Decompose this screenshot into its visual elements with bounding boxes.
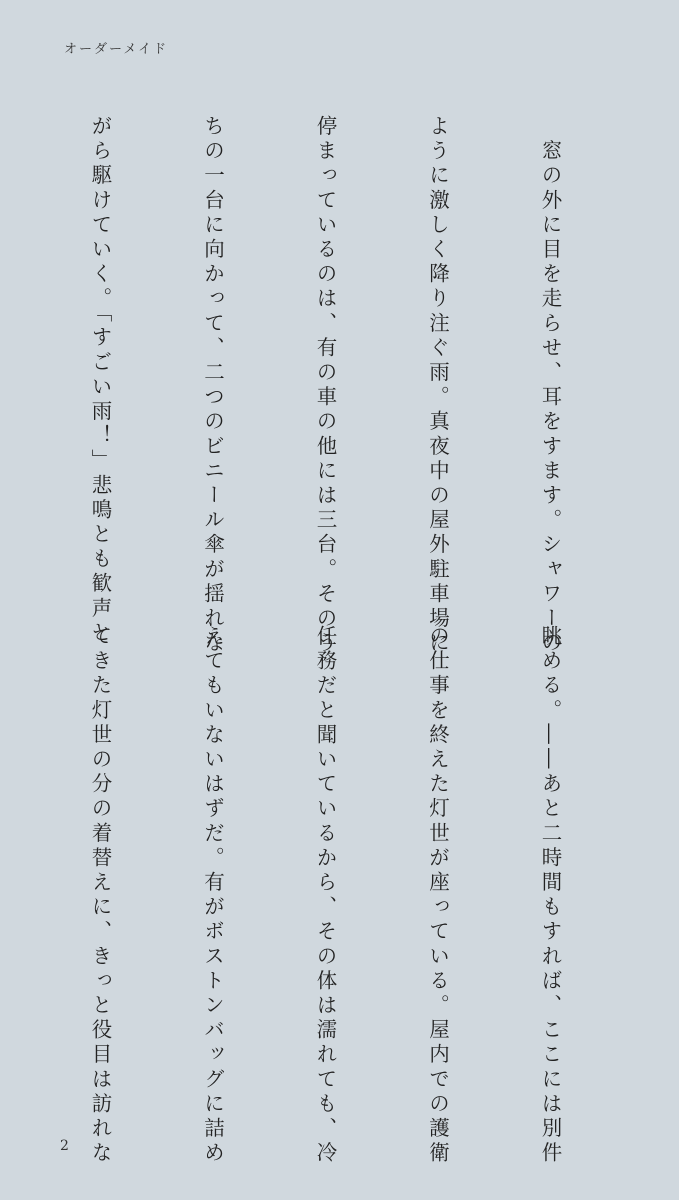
text-line: 任務だと聞いているから、その体は濡れても、冷 <box>313 625 337 1167</box>
text-line: の仕事を終えた灯世が座っている。屋内での護衛 <box>425 625 450 1167</box>
text-line: ちの一台に向かって、二つのビニール傘が揺れな <box>200 115 225 657</box>
text-line: てきた灯世の分の着替えに、きっと役目は訪れな <box>88 625 112 1167</box>
text-line: えてもいないはずだ。有がボストンバッグに詰め <box>200 625 225 1167</box>
text-line <box>0 625 6 1125</box>
text-line: 窓の外に目を走らせ、耳をすます。シャワーの <box>538 115 562 657</box>
text-block-lower <box>0 625 643 1167</box>
text-line: ように激しく降り注ぐ雨。真夜中の屋外駐車場に <box>425 115 450 657</box>
text-line <box>0 115 6 575</box>
text-line: 眺める。――あと二時間もすれば、ここには別件 <box>538 625 562 1167</box>
text-line: 停まっているのは、有の車の他には三台。そのう <box>313 115 337 657</box>
running-header-title: オーダーメイド <box>64 42 169 57</box>
page-number: 2 <box>60 1138 69 1154</box>
text-line: がら駆けていく。「すごい雨！」悲鳴とも歓声と <box>88 115 112 646</box>
text-block-upper <box>0 115 643 657</box>
